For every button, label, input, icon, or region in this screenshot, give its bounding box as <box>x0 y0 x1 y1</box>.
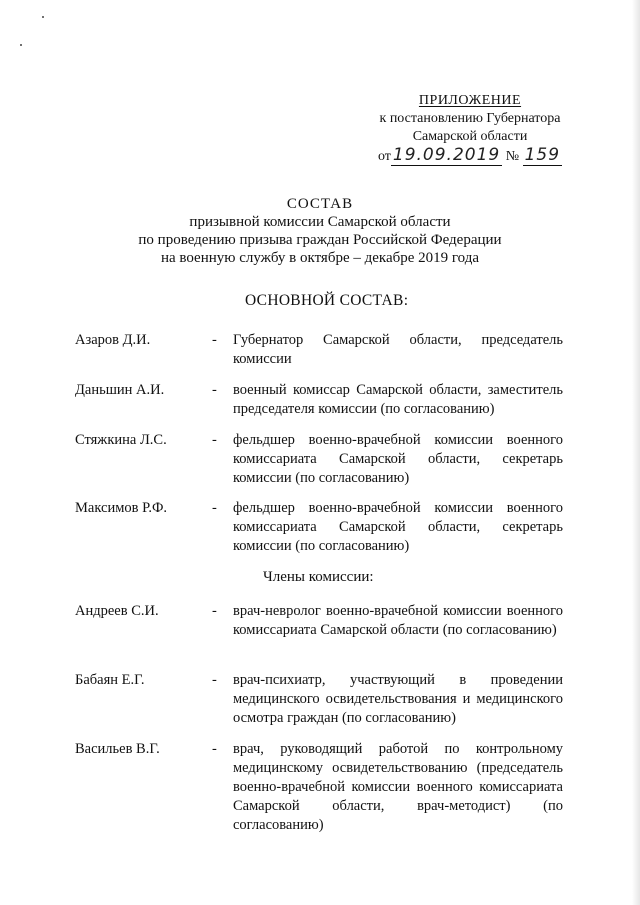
members-section-title: Члены комиссии: <box>263 569 374 585</box>
heading-title: СОСТАВ <box>286 196 354 212</box>
member-name: Бабаян Е.Г. <box>75 672 145 688</box>
member-name: Максимов Р.Ф. <box>75 500 168 516</box>
appendix-line-2: Самарской области <box>412 129 528 144</box>
member-role: Губернатор Самарской области, председатель комиссии <box>233 332 563 367</box>
member-dash: - <box>212 672 217 688</box>
document-heading <box>100 195 540 267</box>
member-role: фельдшер военно-врачебной комиссии военного комиссариата Самарской области, секретарь комиссии (по согласованию) <box>233 500 563 554</box>
member-dash: - <box>212 603 217 619</box>
date-prefix: от <box>377 149 391 164</box>
appendix-line-1: к постановлению Губернатора <box>379 111 561 126</box>
member-name: Стяжкина Л.С. <box>75 432 167 448</box>
main-section-title: ОСНОВНОЙ СОСТАВ: <box>245 292 409 309</box>
member-role: военный комиссар Самарской области, заместитель председателя комиссии (по согласованию) <box>233 382 563 417</box>
member-name: Андреев С.И. <box>75 603 159 619</box>
member-role: фельдшер военно-врачебной комиссии военного комиссариата Самарской области, секретарь комиссии (по согласованию) <box>233 432 563 486</box>
member-dash: - <box>212 332 217 348</box>
scan-border <box>632 0 640 905</box>
member-dash: - <box>212 741 217 757</box>
decree-date: 19.09.2019 <box>392 145 501 165</box>
member-dash: - <box>212 382 217 398</box>
heading-line-1: призывной комиссии Самарской области <box>189 214 451 230</box>
member-role: врач-психиатр, участвующий в проведении медицинского освидетельствования и медицинского осмотра граждан (по согласованию) <box>233 672 563 726</box>
member-name: Даньшин А.И. <box>75 382 165 398</box>
member-name: Васильев В.Г. <box>75 741 160 757</box>
appendix-block <box>360 92 580 166</box>
heading-line-2: по проведению призыва граждан Российской Федерации <box>138 232 502 248</box>
scan-speck <box>20 44 22 46</box>
number-prefix: № <box>505 149 520 164</box>
member-role: врач, руководящий работой по контрольному медицинскому освидетельствованию (председатель военно-врачебной комиссии военного комиссариата Самарской области, врач-методист) (по согласованию) <box>233 741 563 833</box>
decree-number: 159 <box>524 145 561 165</box>
heading-line-3: на военную службу в октябре – декабре 2019 года <box>160 250 480 266</box>
member-dash: - <box>212 432 217 448</box>
decree-date-line <box>378 146 562 166</box>
member-dash: - <box>212 500 217 516</box>
member-name: Азаров Д.И. <box>75 332 151 348</box>
scan-speck <box>42 16 44 18</box>
appendix-title: ПРИЛОЖЕНИЕ <box>418 93 522 108</box>
member-role: врач-невролог военно-врачебной комиссии военного комиссариата Самарской области (по согласованию) <box>233 603 563 638</box>
